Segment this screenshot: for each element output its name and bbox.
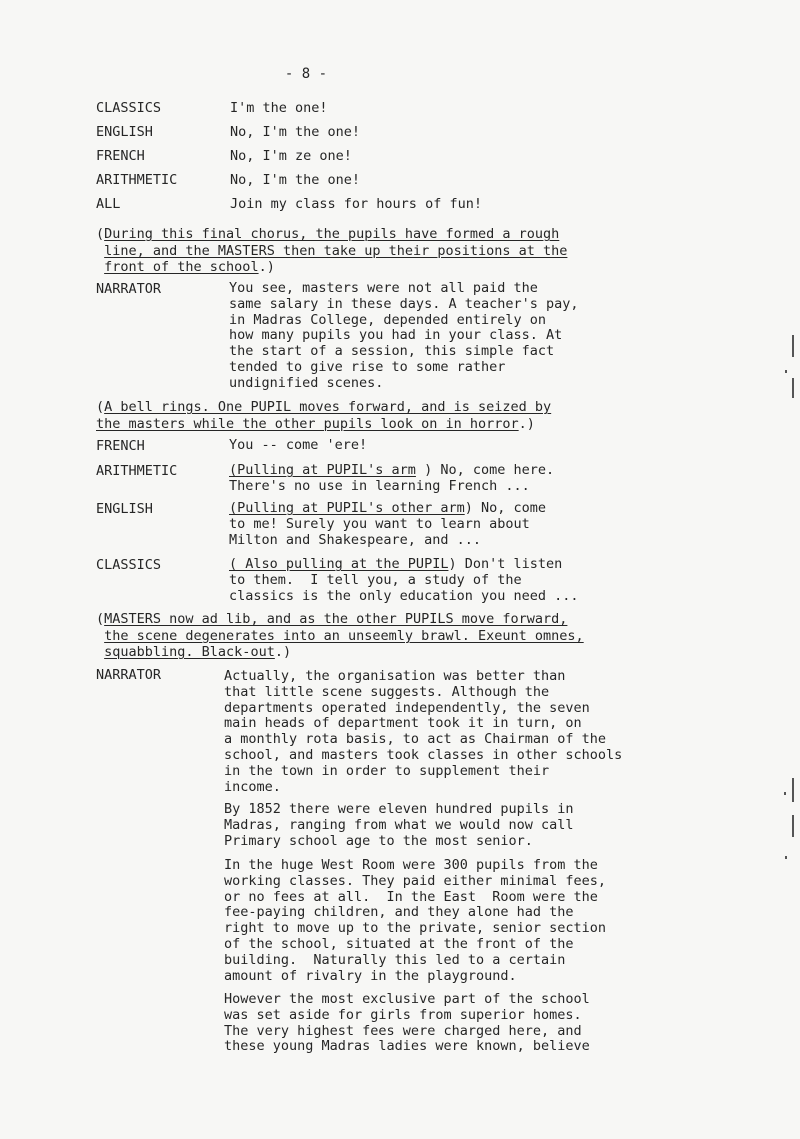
direction-line: front of the school (104, 259, 259, 275)
direction-line: the masters while the other pupils look on in horror (96, 415, 519, 432)
direction-close-paren: .) (518, 415, 535, 432)
chorus-line-classics: I'm the one! (230, 100, 328, 116)
speaker-classics: CLASSICS (96, 557, 162, 573)
chorus-speaker-arithmetic: ARITHMETIC (96, 172, 178, 188)
chorus-line-french: No, I'm ze one! (230, 148, 352, 164)
direction-open-paren: ( (96, 226, 105, 242)
stage-direction-chorus (96, 226, 567, 276)
chorus-speaker-english: ENGLISH (96, 124, 153, 140)
scan-mark (785, 856, 787, 859)
arithmetic-speech (229, 463, 554, 495)
speaker-english: ENGLISH (96, 501, 153, 517)
direction-open-paren: ( (96, 611, 105, 627)
speech-text: ) No, come here. (415, 462, 555, 478)
speech-text: ) Don't listen (448, 556, 563, 572)
narrator-speech: You see, masters were not all paid the same salary in these days. A teacher's pay, in Madras College, depended entirely on how many pupils you had in your class. At the start of a session, this simple fact tended to give rise to some rather undignified scenes. (229, 280, 579, 391)
speech-text: to them. I tell you, a study of the classics is the only education you need ... (229, 571, 579, 604)
chorus-line-english: No, I'm the one! (230, 124, 361, 140)
speaker-narrator: NARRATOR (96, 667, 162, 683)
page-number: - 8 - (284, 66, 328, 82)
scan-mark (792, 815, 794, 837)
inline-direction: ( Also pulling at the PUPIL (229, 556, 449, 572)
speech-text: ) No, come (464, 500, 546, 516)
french-speech: You -- come 'ere! (229, 437, 368, 453)
inline-direction: (Pulling at PUPIL's other arm (229, 500, 465, 516)
direction-line: squabbling. Black-out (104, 644, 275, 660)
scan-mark (792, 378, 794, 398)
scan-mark (792, 778, 794, 802)
direction-open-paren: ( (96, 399, 105, 415)
classics-speech (229, 557, 579, 604)
direction-line: MASTERS now ad lib, and as the other PUPILS move forward, (104, 611, 568, 627)
direction-line: the scene degenerates into an unseemly brawl. Exeunt omnes, (104, 627, 584, 644)
speech-text: There's no use in learning French ... (229, 477, 530, 494)
direction-line: During this final chorus, the pupils have formed a rough (104, 226, 560, 242)
inline-direction: (Pulling at PUPIL's arm (229, 462, 416, 478)
direction-line: line, and the MASTERS then take up their positions at the (104, 242, 568, 259)
chorus-speaker-french: FRENCH (96, 148, 145, 164)
speaker-french: FRENCH (96, 438, 145, 454)
direction-close-paren: .) (258, 259, 275, 275)
narrator-paragraph: In the huge West Room were 300 pupils from the working classes. They paid either minimal fees, or no fees at all. In the East Room were the fee-paying children, and they alone had the right to move up to the private, senior section of the school, situated at the front of the building. Naturally this led to a certain amount of rivalry in the playground. (224, 857, 607, 984)
scan-mark (785, 370, 787, 373)
chorus-line-arithmetic: No, I'm the one! (230, 172, 361, 188)
speech-text: to me! Surely you want to learn about Milton and Shakespeare, and ... (229, 515, 530, 548)
speaker-narrator: NARRATOR (96, 281, 162, 297)
chorus-speaker-all: ALL (96, 196, 121, 212)
scan-mark (792, 335, 794, 357)
narrator-paragraph: However the most exclusive part of the school was set aside for girls from superior homes. The very highest fees were charged here, and these young Madras ladies were known, believe (224, 991, 590, 1055)
stage-direction-bell (96, 399, 551, 432)
direction-close-paren: .) (274, 644, 292, 660)
narrator-paragraph: Actually, the organisation was better than that little scene suggests. Although the departments operated independently, the seven main heads of department took it in turn, on a monthly rota basis, to act as Chairman of the school, and masters took classes in other schools in the town in order to supplement their income. (224, 668, 623, 795)
speaker-arithmetic: ARITHMETIC (96, 463, 178, 479)
english-speech (229, 501, 546, 548)
direction-line: A bell rings. One PUPIL moves forward, and is seized by (104, 399, 552, 415)
narrator-paragraph: By 1852 there were eleven hundred pupils in Madras, ranging from what we would now call Primary school age to the most senior. (224, 801, 574, 849)
stage-direction-brawl (96, 611, 584, 661)
chorus-line-all: Join my class for hours of fun! (230, 196, 482, 212)
chorus-speaker-classics: CLASSICS (96, 100, 162, 116)
scan-mark (784, 792, 786, 795)
